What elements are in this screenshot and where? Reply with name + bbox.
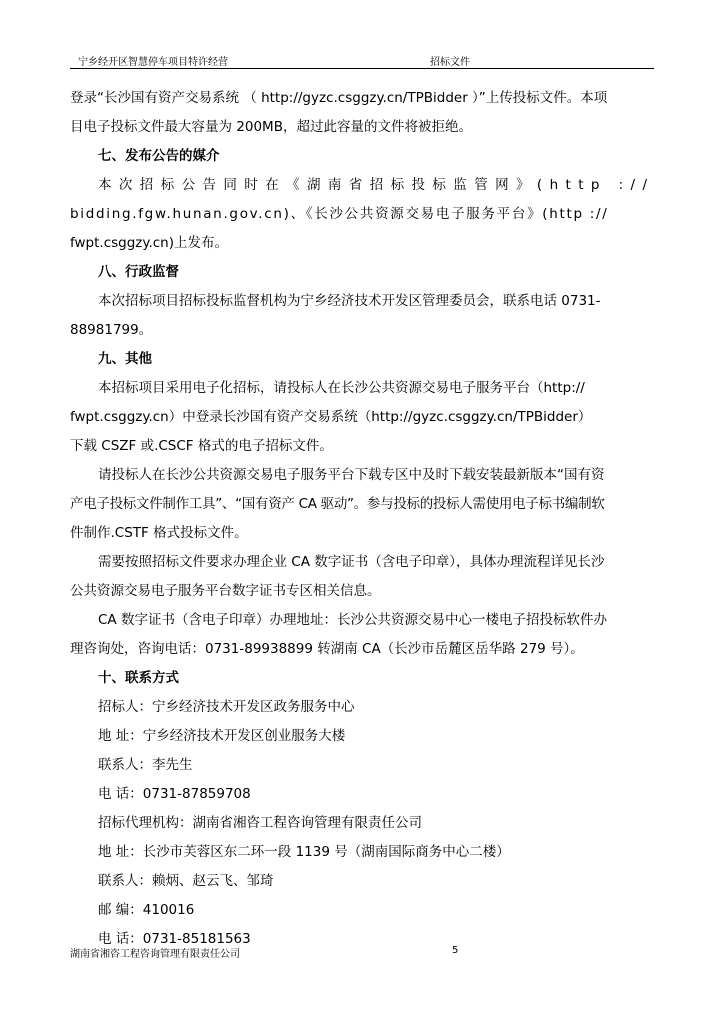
body-line: fwpt.csggzy.cn)上发布。 [70,235,228,251]
page-number: 5 [452,945,459,956]
body-line: CA 数字证书（含电子印章）办理地址：长沙公共资源交易中心一楼电子招投标软件办 [98,612,607,628]
contact-line: 地 址：宁乡经济技术开发区创业服务大楼 [98,728,346,744]
contact-line: 地 址：长沙市芙蓉区东二环一段 1139 号（湖南国际商务中心二楼） [98,844,510,860]
contact-line: 邮 编：410016 [98,902,195,918]
section-heading: 七、发布公告的媒介 [98,148,220,164]
body-line: 本招标项目采用电子化招标，请投标人在长沙公共资源交易电子服务平台（http:// [98,380,585,396]
body-line: 登录“长沙国有资产交易系统 （ http://gyzc.csggzy.cn/TPBidder ）”上传投标文件。本项 [70,90,608,106]
section-heading: 十、联系方式 [98,670,179,686]
document-body [70,84,658,954]
body-line: bidding.fgw.hunan.gov.cn)、《长沙公共资源交易电子服务平台》(http :// [70,206,609,222]
contact-line: 联系人：李先生 [98,757,193,773]
section-heading: 九、其他 [98,351,152,367]
footer-company: 湖南省湘咨工程咨询管理有限责任公司 [70,949,240,960]
body-line: 88981799。 [70,322,153,338]
body-line: 需要按照招标文件要求办理企业 CA 数字证书（含电子印章），具体办理流程详见长沙 [98,554,605,570]
page-header [70,50,654,69]
body-line: 理咨询处，咨询电话：0731-89938899 转湖南 CA（长沙市岳麓区岳华路 279 号）。 [70,641,584,657]
contact-line: 招标代理机构：湖南省湘咨工程咨询管理有限责任公司 [98,815,422,831]
body-line: 本次招标公告同时在《湖南省招标投标监管网》(http :// [98,177,655,193]
contact-line: 电 话：0731-85181563 [98,931,251,947]
body-line: 下载 CSZF 或.CSCF 格式的电子招标文件。 [70,438,333,454]
contact-line: 电 话：0731-87859708 [98,786,251,802]
body-line: 公共资源交易电子服务平台数字证书专区相关信息。 [70,583,381,599]
page-footer [70,942,658,962]
body-line: 产电子投标文件制作工具”、“国有资产 CA 驱动”。参与投标的投标人需使用电子标书编制软 [70,496,605,512]
body-line: 目电子投标文件最大容量为 200MB，超过此容量的文件将被拒绝。 [70,119,472,135]
header-project-name: 宁乡经开区智慧停车项目特许经营 [78,57,228,68]
body-line: fwpt.csggzy.cn）中登录长沙国有资产交易系统（http://gyzc.csggzy.cn/TPBidder） [70,409,592,425]
body-line: 本次招标项目招标投标监督机构为宁乡经济技术开发区管理委员会，联系电话 0731- [98,293,601,309]
body-line: 请投标人在长沙公共资源交易电子服务平台下载专区中及时下载安装最新版本“国有资 [98,467,605,483]
section-heading: 八、行政监督 [98,264,179,280]
header-doc-type: 招标文件 [430,57,470,68]
body-line: 件制作.CSTF 格式投标文件。 [70,525,248,541]
contact-line: 联系人：赖炳、赵云飞、邹琦 [98,873,274,889]
contact-line: 招标人：宁乡经济技术开发区政务服务中心 [98,699,355,715]
